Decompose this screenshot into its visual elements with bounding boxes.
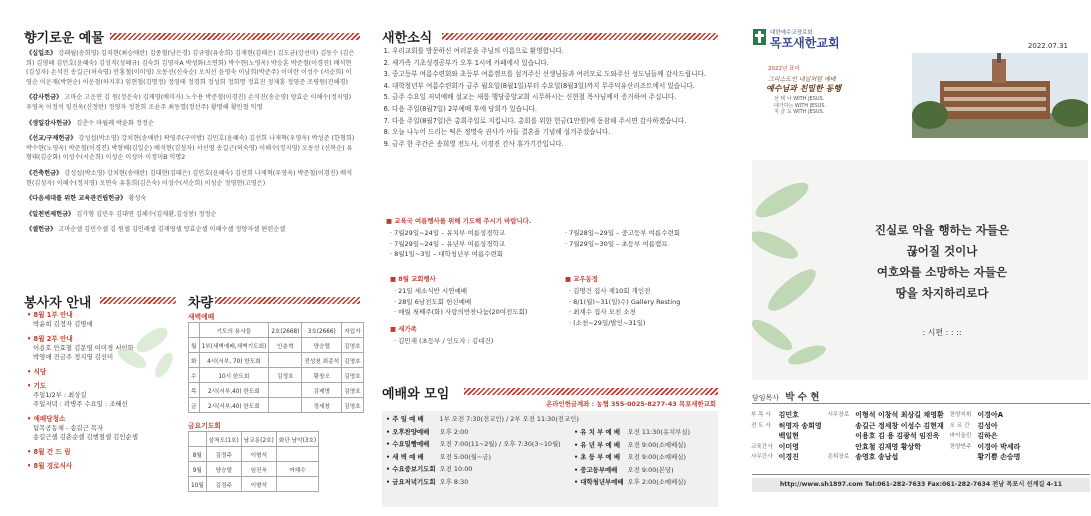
bus-cell: 김정호 xyxy=(269,368,302,383)
news-item: 3. 중고등부 여름수련회와 초등부 여름캠프를 섬겨주신 선생님들과 여러모로 도와주신 성도님들께 감사드립니다. xyxy=(392,69,712,81)
bus-cell: 김영호 xyxy=(342,353,363,368)
volunteer-line: 이용호 안효철 김문영 이미경 서인화 xyxy=(33,343,134,352)
bullet-icon: ■ xyxy=(565,275,574,283)
worship-name: • 수요중보기도회 xyxy=(386,465,436,474)
events-list xyxy=(394,286,550,318)
elder-names: 안효철 김재영 황상학 xyxy=(855,442,921,451)
staff-table xyxy=(748,410,1023,463)
volunteer-heading: • 8월 2부 안내 xyxy=(27,334,73,343)
pastor-info xyxy=(752,389,819,403)
volunteer-line: 주일저녁 : 곽병주 수요일 : 조혜선 xyxy=(33,400,128,408)
offering-names: 황성숙 xyxy=(126,195,147,203)
prayer-box xyxy=(386,216,716,260)
news-item: 1. 우리교회를 방문하신 여러분을 주님의 이름으로 환영합니다. xyxy=(392,46,712,58)
worship-name: • 금요저녁기도회 xyxy=(386,477,436,486)
sunday-table-row xyxy=(189,477,319,492)
worship-time: 오전 7:00(11~2월) / 오후 7:30(3~10월) xyxy=(439,440,561,449)
worship-time: 오후 8:30 xyxy=(439,477,469,486)
offering-entry xyxy=(26,210,356,220)
bus-header-cell: 기도의 용사들 xyxy=(199,323,269,338)
prayer-list-right xyxy=(565,228,715,260)
bus-cell: 화 xyxy=(189,353,200,368)
staff-name: 백일현 xyxy=(778,432,799,441)
sunday-header-cell xyxy=(189,432,207,447)
motto-sub-line: 선 택 나 WITH JESUS. xyxy=(774,96,825,102)
worship-row xyxy=(384,438,581,451)
bus-cell: 황창오 xyxy=(302,368,342,383)
bus-cell: 목 xyxy=(189,383,200,398)
right-panel xyxy=(730,0,1091,516)
worship-name: • 대학청년부예배 xyxy=(574,478,624,487)
list-item: · 28일 6남전도회 헌신예배 xyxy=(394,297,472,306)
worship-time: 오후 2:00(소예배실) xyxy=(627,478,686,487)
bus-cell: 4시(서부, 70) 한도회 xyxy=(199,353,269,368)
bus-cell xyxy=(189,323,200,338)
bus-cell xyxy=(269,398,302,413)
vehicles-title-rule xyxy=(215,297,360,304)
staff-name: 김하은 xyxy=(977,432,998,441)
staff-name: 김민호 xyxy=(778,411,799,419)
fellowship-list xyxy=(569,286,715,328)
bus-cell: 정세창 xyxy=(302,398,342,413)
sunday-table-header xyxy=(189,432,319,447)
staff-role: 오 르 간 xyxy=(949,422,970,429)
bus-table-row xyxy=(189,338,364,353)
new-family-text: · 김민재 (초등부 / 인도자 : 김대건) xyxy=(394,336,494,345)
motto-banner xyxy=(752,53,1088,138)
staff-role: 찬양반주 xyxy=(949,443,972,450)
staff-name: 허영자 송희영 xyxy=(778,421,822,430)
volunteer-line: 팀목공동체 - 송길근 목자 xyxy=(33,423,104,432)
offering-entry xyxy=(26,49,356,87)
volunteer-heading: • 8월 건 드 림 xyxy=(27,447,71,456)
worship-time: 오전 9:00(본당) xyxy=(627,465,674,474)
sunday-cell: 10월 xyxy=(189,477,207,492)
worship-row xyxy=(572,451,692,464)
worship-row xyxy=(572,439,692,452)
church-building-photo xyxy=(912,53,1088,138)
news-item: 2. 새가족 기초성경공부가 오후 1시에 카페에서 있습니다. xyxy=(392,58,712,70)
staff-role: 은퇴장로 xyxy=(827,454,850,461)
news-item: 5. 금주 수요일 저녁예배 설교는 새롭 행당중앙교회 시무하시는 신현철 목사님께서 증거하여 주십니다. xyxy=(392,92,712,104)
staff-name: 이미영 xyxy=(778,442,799,451)
list-item: · 21일 세소식반 시연예배 xyxy=(394,287,468,295)
list-item: · 7월28일~29일 – 중고등부 여름수련회 xyxy=(565,229,681,237)
bus-cell: 전성천 최종석 xyxy=(302,353,342,368)
divider xyxy=(752,474,1090,475)
bus-cell: 김영호 xyxy=(342,368,363,383)
elder-names: 송영호 송남섭 xyxy=(855,453,899,462)
bus-cell: 김영호 xyxy=(342,398,363,413)
staff-role xyxy=(825,421,853,432)
offering-names: 강래월(송희영) 김치현(최승애란) 김종철(남은경) 김규영(유송희) 김재현(김태은) 김도균(강선미) 김동수 (김은희) 김영혜 김민호(윤혜숙) 김성직(성혜규) 김숙희 김영자A 박성화(소연회) 박수현(노영옥) 박승훈 박준철(이경진) 배석현(김성자) 손석진 송길근(허숙영) 안홍철(이미영) 오동선(신숙순) 오치선 윤영숙 이남희(박준주) 이미란 이성수 (서순희) 이영순 이운재(박현순) 이운철(하지후) 임현철(김명정) 정영태 정경희 정성희 정희명 정효진 정재흥 정영준 조평원(진해경) xyxy=(26,50,355,86)
verse-line: 진실로 악을 행하는 자들은 xyxy=(874,223,1010,237)
staff-role xyxy=(825,442,853,453)
bus-table-row xyxy=(189,383,364,398)
sunday-table xyxy=(188,431,319,492)
list-item: · 8월1일~3일 – 대학청년부 여름수련회 xyxy=(390,250,504,259)
account-info: 온라인헌금계좌 : 농협 355-0025-8277-43 목포새한교회 xyxy=(546,400,716,408)
worship-time: 오전 9:00(소예배실) xyxy=(627,453,686,462)
staff-row xyxy=(748,442,1023,453)
list-item: · 매월 첫째주(화) 사랑의반찬나눔(20여전도회) xyxy=(394,308,528,317)
bus-header-cell: 지입자 xyxy=(342,323,363,338)
worship-row xyxy=(572,464,692,477)
worship-table-left xyxy=(384,413,581,489)
news-item: 9. 금주 한 주간은 송희영 전도사, 이경진 간사 휴가기간입니다. xyxy=(392,139,712,151)
staff-role: 부 목 사 xyxy=(751,412,771,418)
worship-time: 오전 10:00 xyxy=(439,465,473,474)
sunday-cell: 임진욱 xyxy=(241,462,276,477)
leaf-decoration xyxy=(92,300,192,390)
worship-time: 오후 2:00 xyxy=(439,427,469,436)
elder-names: 송길근 정세창 이성수 김현재 xyxy=(855,421,944,430)
elder-names: 이형석 이창석 최상길 채영환 xyxy=(855,411,944,419)
verse-card xyxy=(752,160,1088,380)
sunday-cell: 김정주 xyxy=(206,477,241,492)
bulletin-date: 2022.07.31 xyxy=(1027,42,1068,50)
sunday-cell: 여해수 xyxy=(276,462,318,477)
worship-row xyxy=(572,476,692,489)
verse-reference: : 시편 : : :: xyxy=(922,328,962,337)
bus-table-row xyxy=(189,398,364,413)
offering-names: 강성섭(박소영) 강치현(송애란) 곽영주(구이방) 김민호(윤혜숙) 김선희 나재혁(우영옥) 박성준 (한형희) 박수현(노영옥) 박준철(이경진) 박창배(김일순) 배석현(김성자) 서선영 송길근(허숙영) 이해수(정지영) 오동선 (신복순) 유형태(김순화) 이성수(서순희) 이성순 이성아 이정미B 익명2 xyxy=(26,135,355,162)
sunday-table-row xyxy=(189,462,319,477)
elder-names: 이용호 김 용 김광석 임진욱 xyxy=(855,432,940,441)
offering-entry xyxy=(26,134,356,163)
staff-role xyxy=(825,431,853,442)
staff-role: 전 도 사 xyxy=(751,422,771,429)
volunteer-line: 박윤희 김정자 김명애 xyxy=(33,320,93,328)
staff-row xyxy=(748,431,1023,442)
list-item: · 최재수 집사 모친 소천 xyxy=(569,308,636,317)
staff-role: 찬양지휘 xyxy=(949,412,972,418)
worship-row xyxy=(572,426,692,439)
sunday-cell: 이형석 xyxy=(241,447,276,462)
offering-names: 김가형 김민우 김대연 김해수(김재환,김성봉) 정정순 xyxy=(74,210,217,218)
bus-cell: 김제명 xyxy=(302,383,342,398)
news-item: 6. 다음 주일(8월7일) 2부예배 후에 당회가 있습니다. xyxy=(392,104,712,116)
bus-cell: 안춘혁 xyxy=(269,338,302,353)
vehicles-title: 차량 xyxy=(188,296,214,311)
list-item: · (소천~29일/발인~31일) xyxy=(569,318,646,327)
offering-entry xyxy=(26,194,356,204)
motto-sub-line: 대가하는 WITH JESUS. xyxy=(774,102,826,109)
list-item: · 김명건 집사 제10회 개인전 xyxy=(569,287,651,295)
verse-line: 여호와를 소망하는 자들은 xyxy=(876,265,1008,279)
motto-line2: 예수님과 친밀한 동행 xyxy=(766,84,842,93)
events-title: 8월 교회행사 xyxy=(398,275,436,283)
denomination: 대한예수교장로회 xyxy=(770,30,813,36)
worship-name: • 주 일 예 배 xyxy=(386,415,424,423)
staff-name: 이경아A xyxy=(977,411,1004,419)
bus-cell: 10시 한도회 xyxy=(199,368,269,383)
offering-label: 《건축헌금》 xyxy=(26,169,63,177)
volunteer-heading: • 예배당청소 xyxy=(27,414,66,423)
bullet-icon: ■ xyxy=(386,217,395,225)
worship-name: • 초 등 부 예 배 xyxy=(574,453,621,462)
staff-role xyxy=(947,452,975,463)
motto-line1: 그리스도인 내일처럼 예배 xyxy=(768,76,836,83)
news-list xyxy=(382,46,712,150)
list-item: · 7월29일~24일 – 유치부 여름성경학교 xyxy=(390,229,506,237)
worship-time: 오전 5:00(월~금) xyxy=(439,452,491,461)
staff-name: 김성아 xyxy=(977,421,998,430)
sunday-cell: 9월 xyxy=(189,462,207,477)
offering-names: 고마순셀 김민수셀 김 원셀 김인례셀 김재영셀 양효순셀 이해수셀 정양자셀 편련순셀 xyxy=(56,226,286,234)
motto-sub-lines xyxy=(774,96,826,116)
offering-label: 《다음세대를 위한 교육관건립헌금》 xyxy=(26,195,127,203)
sunday-cell xyxy=(276,447,318,462)
worship-row xyxy=(384,463,581,476)
news-title-rule xyxy=(442,33,718,40)
worship-row xyxy=(384,476,581,489)
sunday-header-cell: 남교동(2호) xyxy=(241,432,276,447)
new-family-title: 새가족 xyxy=(398,324,417,333)
verse-line: 땅을 차지하리로다 xyxy=(895,286,989,300)
bus-table xyxy=(188,322,364,413)
sunday-cell: 김정주 xyxy=(206,447,241,462)
church-name: 목포새한교회 xyxy=(770,36,840,50)
worship-box xyxy=(382,411,718,507)
volunteer-heading: • 8월 경로식사 xyxy=(27,461,73,470)
prayer-title: 교육국 여름행사를 위해 기도해 주시기 바랍니다. xyxy=(394,217,532,225)
sunday-table-title: 금요기도회 xyxy=(188,422,221,430)
fellowship-box xyxy=(565,274,715,328)
bus-cell: 수 xyxy=(189,368,200,383)
bus-cell: 김영호 xyxy=(342,383,363,398)
left-panel xyxy=(0,0,366,516)
bullet-icon: ■ xyxy=(390,324,399,333)
staff-row xyxy=(748,421,1023,432)
offering-label: 《십일조》 xyxy=(26,50,57,57)
news-item: 8. 오늘 나누어 드리는 떡은 정명숙 권사가 아들 결혼을 기념해 섬겨주셨습니다. xyxy=(392,127,712,139)
worship-row xyxy=(384,451,581,464)
middle-panel xyxy=(372,0,724,516)
staff-role: 바이올린 xyxy=(949,433,972,440)
news-item: 7. 다음 주일(8월7일)은 총회주일로 지킵니다. 총회를 위한 헌금(1만원)에 동참해 주시면 감사하겠습니다. xyxy=(392,116,712,128)
worship-name: • 새 벽 예 배 xyxy=(386,452,424,461)
prayer-list-left xyxy=(390,228,565,260)
worship-time: 오전 9:00(소예배실) xyxy=(627,440,686,449)
bus-cell: 2시(서부,40) 한도회 xyxy=(199,398,269,413)
offering-names: 고마순 고운연 김 원(정운숙) 김재영(배미자) 노수용 박준철(이경진) 손석진(송순영) 양효순 이해수(정지영) 우영옥 이정석 임진욱(신정란) 정영자 정찬희 조윤주 최동열(정선주) 황명해 황인철 익명 xyxy=(26,94,352,111)
verse-text xyxy=(812,220,1072,304)
offerings-list xyxy=(26,49,356,241)
sunday-cell: 이형석 xyxy=(241,477,276,492)
bus-table-header xyxy=(189,323,364,338)
offerings-title-rule xyxy=(110,33,360,40)
worship-name: • 수요밀빵예배 xyxy=(386,440,430,449)
sunday-header-cell: 화단 남악(3호) xyxy=(276,432,318,447)
worship-time: 오전 11:30(유치부실) xyxy=(627,428,691,436)
bus-cell: 2시(서부,40) 한도회 xyxy=(199,383,269,398)
sunday-header-cell: 삼척도(1호) xyxy=(206,432,241,447)
staff-role: 교육간사 xyxy=(751,443,773,450)
volunteer-line: 박영애 진금주 정지영 김선미 xyxy=(33,353,114,361)
worship-name: • 유 치 부 예 배 xyxy=(574,428,621,436)
worship-name: • 오후찬양예배 xyxy=(386,427,430,436)
offering-label: 《일천번제헌금》 xyxy=(26,210,75,218)
fellowship-title: 교우동정 xyxy=(573,275,598,283)
sunday-cell xyxy=(276,477,318,492)
worship-row xyxy=(384,426,581,439)
bus-cell xyxy=(269,383,302,398)
volunteer-heading: • 8월 1부 안내 xyxy=(27,311,73,319)
verse-line: 끊어질 것이나 xyxy=(906,244,978,258)
list-item: · 7월29일~30일 – 초등부 여름캠프 xyxy=(565,239,668,248)
staff-row xyxy=(748,410,1023,421)
volunteers-title: 봉사자 안내 xyxy=(24,296,92,311)
bus-cell: 금 xyxy=(189,398,200,413)
staff-role xyxy=(748,431,776,442)
worship-row xyxy=(384,413,581,426)
pastor-label: 담임목사 xyxy=(752,394,780,402)
church-logo-icon xyxy=(753,29,766,45)
staff-role: 시무장로 xyxy=(827,412,850,418)
offering-label: 《셀헌금》 xyxy=(26,226,57,234)
staff-role: 사무간사 xyxy=(751,454,773,461)
news-item: 4. 대학청년부 여름수련회가 금주 월요일(8월1일)부터 수요일(8월3일)까지 무주덕유산리조트에서 있습니다. xyxy=(392,81,712,93)
bus-cell: 양승렬 xyxy=(302,338,342,353)
worship-title-rule xyxy=(464,388,718,395)
staff-row xyxy=(748,452,1023,463)
bus-cell: 1부(새벽예배,새벽기도회) xyxy=(199,338,269,353)
events-box xyxy=(390,274,550,345)
worship-title: 예배와 모임 xyxy=(382,387,450,402)
bus-table-row xyxy=(189,368,364,383)
bus-cell: 월 xyxy=(189,338,200,353)
offering-names: 강성섭(박소영) 강치현(송애란) 김대현(김태은) 김민호(윤혜숙) 김선희 나재혁(우영옥) 박준철(이경진) 배석현(김성자) 이해수(정지영) 오연숙 유흥희(김은숙) 이성수(서순희) 이성순 정영현(고영은) xyxy=(26,169,353,187)
sunday-cell: 8월 xyxy=(189,447,207,462)
offering-names: 김춘수 마월례 박윤화 정정순 xyxy=(74,119,154,127)
bus-cell xyxy=(269,353,302,368)
sunday-table-row xyxy=(189,447,319,462)
offering-label: 《생일감사헌금》 xyxy=(26,119,75,127)
staff-name: 이경진 xyxy=(778,453,799,462)
worship-name: • 중고등부예배 xyxy=(574,465,618,474)
motto-year: 2022년 표어 xyxy=(768,66,800,72)
worship-time: 1부 오전 7:30(전교인) / 2부 오전 11:30(전교인) xyxy=(439,415,579,423)
bus-table-title: 새벽예배 xyxy=(188,313,215,321)
volunteer-heading: • 기도 xyxy=(27,381,47,390)
offering-entry xyxy=(26,93,356,112)
news-title: 새한소식 xyxy=(382,31,433,46)
staff-name: 이경아 박세라 xyxy=(977,442,1021,451)
bullet-icon: ■ xyxy=(390,275,399,283)
pastor-name: 박 수 현 xyxy=(785,392,820,403)
offering-label: 《선교/구제헌금》 xyxy=(26,135,77,143)
offering-entry xyxy=(26,119,356,129)
list-item: · 8/1(월)~31(일)수) Gallery Resting xyxy=(569,297,681,306)
list-item: · 7월29일~24일 – 유년부 여름성경학교 xyxy=(390,239,506,248)
bus-header-cell: 3호(2666) xyxy=(302,323,342,338)
worship-table-right xyxy=(572,426,692,489)
offerings-title: 향기로운 예물 xyxy=(24,31,104,46)
volunteer-line: 송길근셀 김춘순셀 김행철셀 김인순셀 xyxy=(33,433,138,441)
bus-table-row xyxy=(189,353,364,368)
offering-entry xyxy=(26,169,356,188)
offering-label: 《감사헌금》 xyxy=(26,94,63,102)
worship-name: • 유 년 부 예 배 xyxy=(574,440,621,449)
motto-sub-line: 지 금 도 WITH JESUS. xyxy=(774,109,825,116)
sunday-cell: 양승렬 xyxy=(206,462,241,477)
volunteer-line: 주일1/2부 : 최상길 xyxy=(33,390,87,399)
offering-entry xyxy=(26,225,356,235)
divider xyxy=(752,403,1090,404)
bus-cell: 김영호 xyxy=(342,338,363,353)
bus-header-cell: 2호(2668) xyxy=(269,323,302,338)
footer-contact: http://www.sh1897.com Tel:061-282-7633 Fax:061-282-7634 전남 목포시 선계길 4-11 xyxy=(752,478,1090,492)
staff-name: 황기쁨 손승명 xyxy=(977,453,1021,462)
volunteer-heading: • 식당 xyxy=(27,367,47,376)
